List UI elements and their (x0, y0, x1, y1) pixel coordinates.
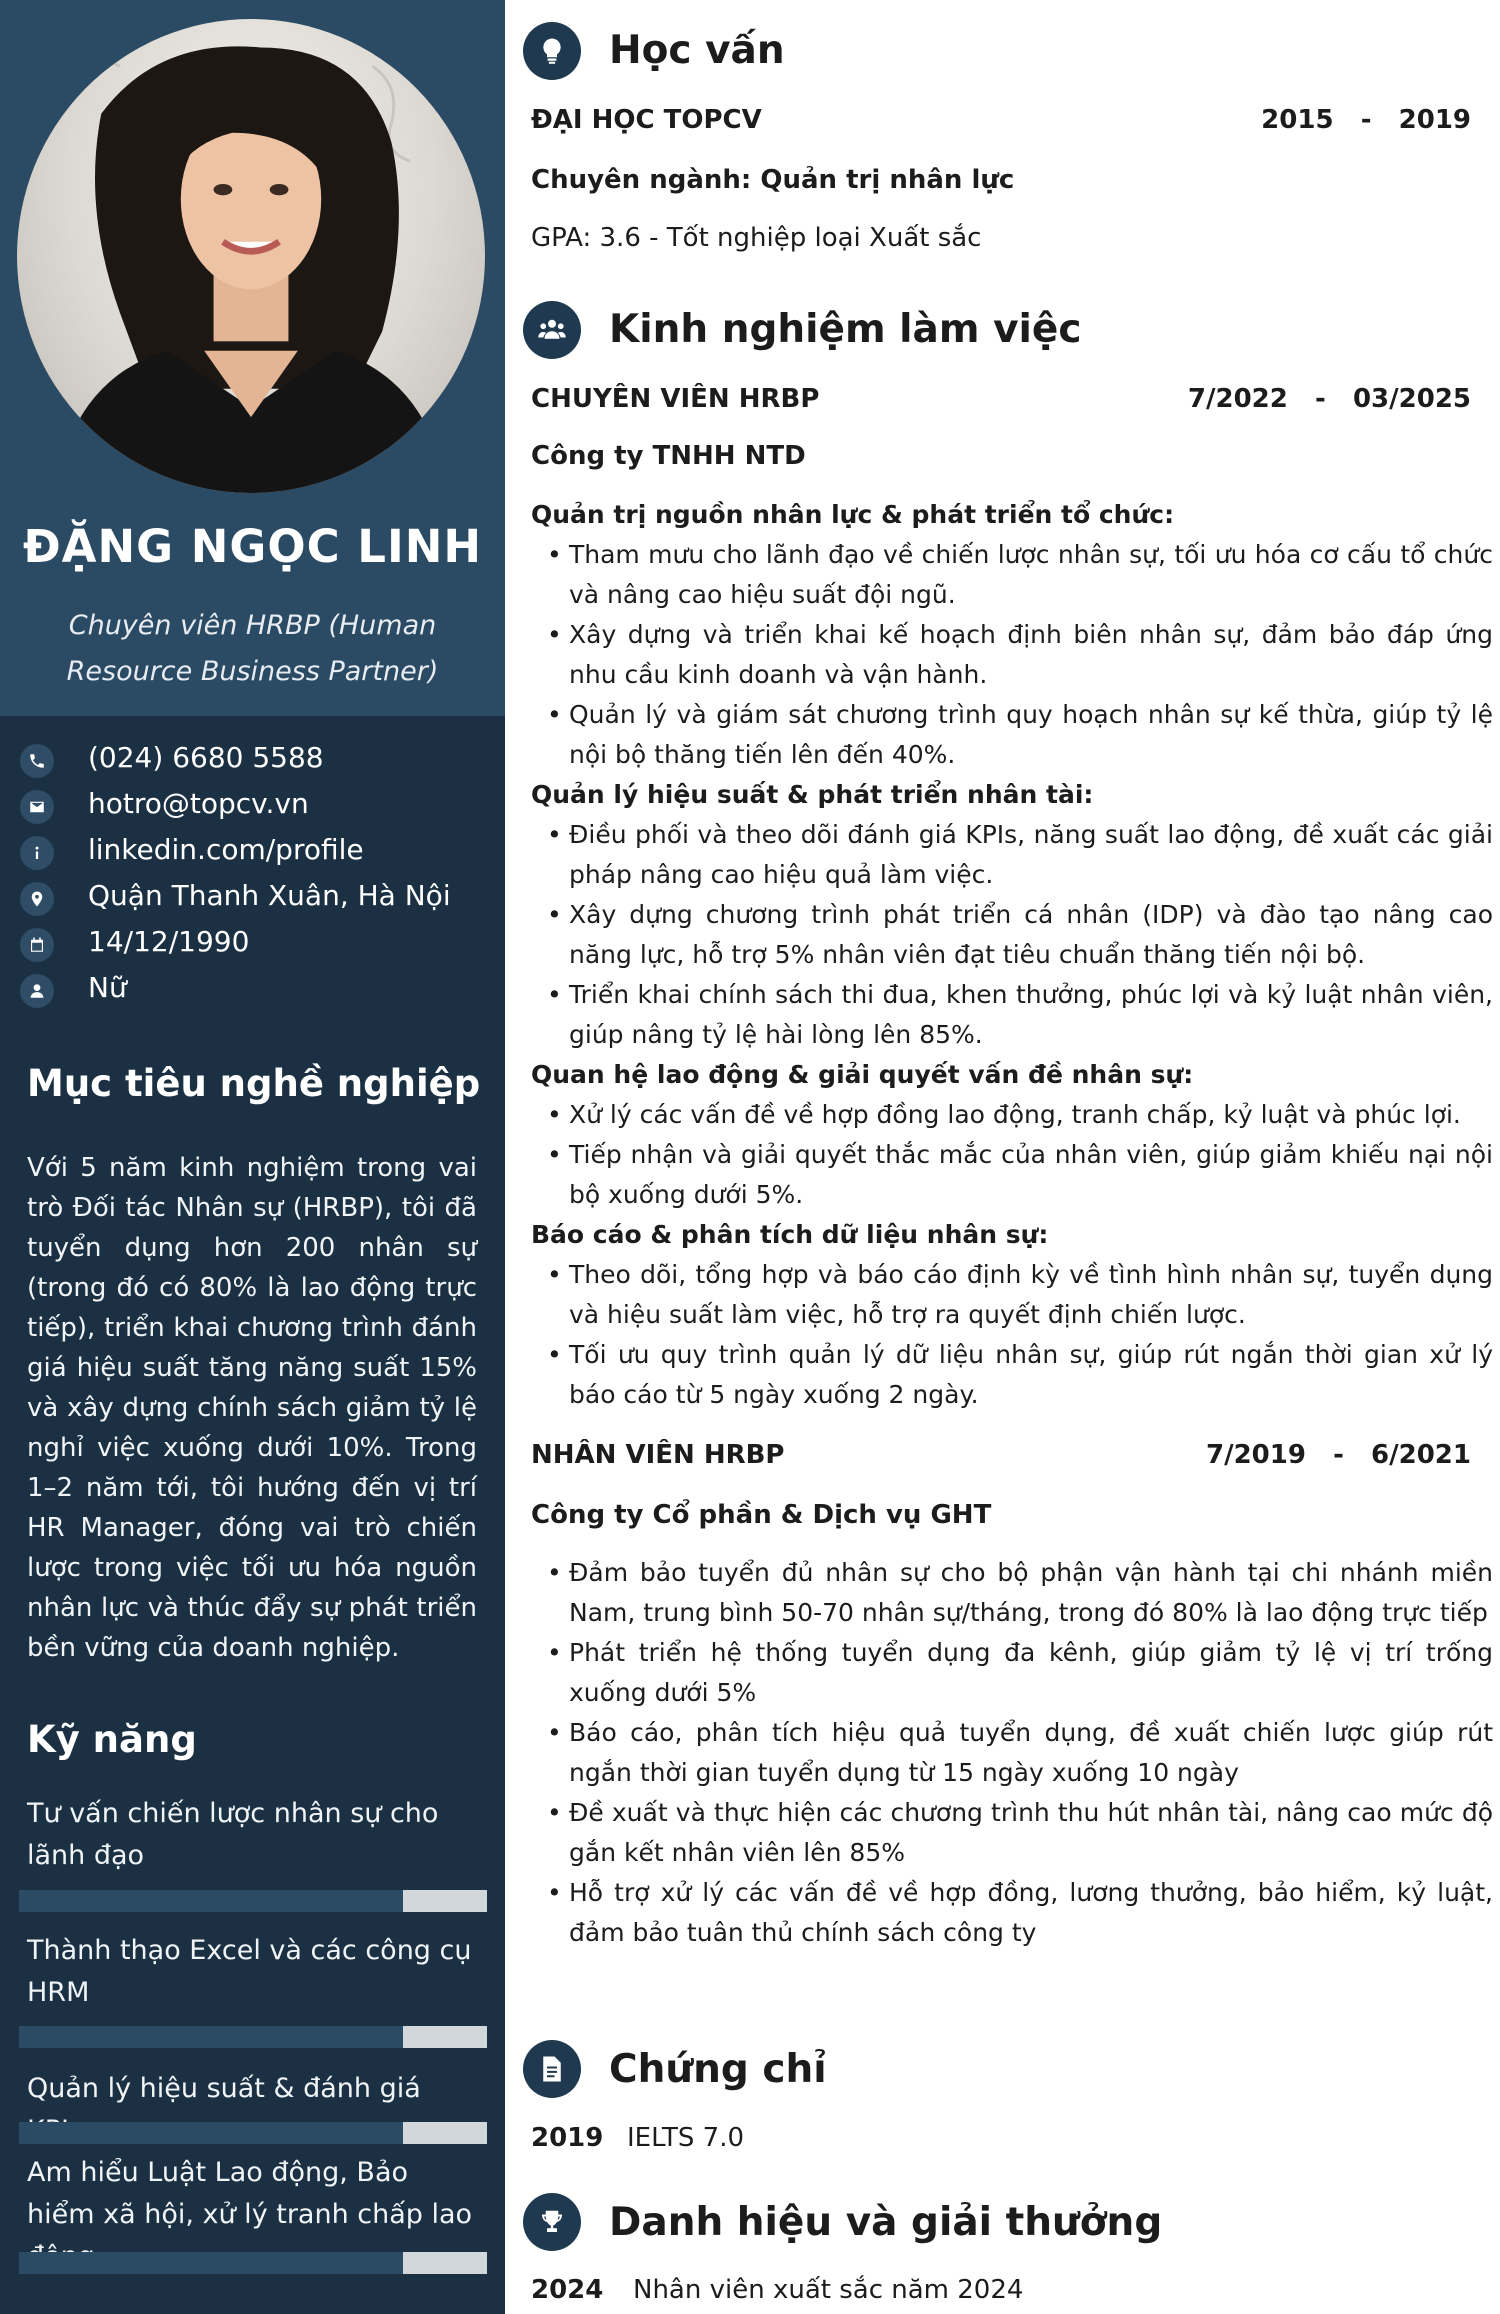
skill-bar-fill (19, 2026, 403, 2048)
list-item: • Điều phối và theo dõi đánh giá KPIs, năng suất lao động, đề xuất các giải pháp nâng cao hiệu quả làm việc. (531, 815, 1493, 895)
skills-title: Kỹ năng (27, 1718, 197, 1761)
contact-gender (18, 966, 488, 1012)
skill-label: Thành thạo Excel và các công cụ HRM (27, 1935, 472, 2008)
job-bullet-list (531, 1095, 1493, 1215)
contact-list (18, 736, 488, 1012)
education-header (531, 100, 1471, 140)
profile-header (0, 0, 505, 716)
objective-text: Với 5 năm kinh nghiệm trong vai trò Đối tác Nhân sự (HRBP), tôi đã tuyển dụng hơn 200 nhân sự (trong đó có 80% là lao động trực tiếp), triển khai chương trình đánh giá hiệu suất tăng năng suất 15% và xây dựng chính sách giảm tỷ lệ nghỉ việc xuống dưới 10%. Trong 1–2 năm tới, tôi hướng đến vị trí HR Manager, đóng vai trò chiến lược trong việc tối ưu hóa nguồn nhân lực và thúc đẩy sự phát triển bền vững của doanh nghiệp. (27, 1153, 477, 1663)
job-group-title: Quản trị nguồn nhân lực & phát triển tổ chức: (531, 500, 1175, 529)
document-icon (523, 2040, 581, 2098)
candidate-role: Chuyên viên HRBP (Human Resource Business Partner) (66, 610, 439, 687)
list-item: • Tối ưu quy trình quản lý dữ liệu nhân sự, giúp rút ngắn thời gian xử lý báo cáo từ 5 ngày xuống 2 ngày. (531, 1335, 1493, 1415)
location-icon (20, 882, 54, 916)
job-header (531, 379, 1471, 419)
job-group-title: Quan hệ lao động & giải quyết vấn đề nhân sự: (531, 1060, 1194, 1089)
job-position: CHUYÊN VIÊN HRBP (531, 384, 820, 414)
mail-icon (20, 790, 54, 824)
objective-title: Mục tiêu nghề nghiệp (27, 1062, 481, 1105)
list-item: • Báo cáo, phân tích hiệu quả tuyển dụng, đề xuất chiến lược giúp rút ngắn thời gian tuyển dụng từ 15 ngày xuống 10 ngày (531, 1713, 1493, 1793)
education-major: Chuyên ngành: Quản trị nhân lực (531, 165, 1015, 195)
trophy-icon (523, 2193, 581, 2251)
award-name: Nhân viên xuất sắc năm 2024 (633, 2275, 1024, 2305)
list-item: • Đề xuất và thực hiện các chương trình thu hút nhân tài, nâng cao mức độ gắn kết nhân viên lên 85% (531, 1793, 1493, 1873)
job-details (531, 1553, 1493, 1953)
awards-title: Danh hiệu và giải thưởng (609, 2200, 1163, 2245)
job-period: 7/2022 - 03/2025 (1187, 384, 1471, 414)
contact-birthday (18, 920, 488, 966)
list-item: • Xây dựng và triển khai kế hoạch định biên nhân sự, đảm bảo đáp ứng nhu cầu kinh doanh và vận hành. (531, 615, 1493, 695)
job-bullet-list (531, 1553, 1493, 1953)
list-item: • Xử lý các vấn đề về hợp đồng lao động, tranh chấp, kỷ luật và phúc lợi. (531, 1095, 1493, 1135)
list-item: • Tiếp nhận và giải quyết thắc mắc của nhân viên, giúp giảm khiếu nại nội bộ xuống dưới 5%. (531, 1135, 1493, 1215)
calendar-icon (20, 928, 54, 962)
skill-bar (19, 2026, 487, 2048)
education-gpa: GPA: 3.6 - Tốt nghiệp loại Xuất sắc (531, 223, 982, 253)
info-icon (20, 836, 54, 870)
job-position: NHÂN VIÊN HRBP (531, 1440, 785, 1470)
phone-icon (20, 744, 54, 778)
job-details (531, 495, 1493, 1415)
skill-item (19, 2068, 487, 2152)
profile-photo-illustration (17, 19, 485, 493)
certificate-year: 2019 (531, 2123, 604, 2153)
person-icon (20, 974, 54, 1008)
list-item: • Tham mưu cho lãnh đạo về chiến lược nhân sự, tối ưu hóa cơ cấu tổ chức và nâng cao hiệu suất đội ngũ. (531, 535, 1493, 615)
job-bullet-list (531, 1255, 1493, 1415)
award-year: 2024 (531, 2275, 604, 2305)
job-company: Công ty TNHH NTD (531, 441, 806, 471)
job-company: Công ty Cổ phần & Dịch vụ GHT (531, 1500, 992, 1530)
list-item: • Triển khai chính sách thi đua, khen thưởng, phúc lợi và kỷ luật nhân viên, giúp nâng tỷ lệ hài lòng lên 85%. (531, 975, 1493, 1055)
contact-email (18, 782, 488, 828)
list-item: • Phát triển hệ thống tuyển dụng đa kênh, giúp giảm tỷ lệ vị trí trống xuống dưới 5% (531, 1633, 1493, 1713)
job-bullet-list (531, 535, 1493, 775)
phone-text[interactable]: (024) 6680 5588 (88, 741, 324, 774)
contact-address (18, 874, 488, 920)
list-item: • Đảm bảo tuyển đủ nhân sự cho bộ phận vận hành tại chi nhánh miền Nam, trung bình 50-70 nhân sự/tháng, trong đó 80% là lao động trực tiếp (531, 1553, 1493, 1633)
skill-item (19, 1793, 487, 1877)
skill-bar (19, 2252, 487, 2274)
list-item: • Theo dõi, tổng hợp và báo cáo định kỳ về tình hình nhân sự, tuyển dụng và hiệu suất làm việc, hỗ trợ ra quyết định chiến lược. (531, 1255, 1493, 1335)
linkedin-text[interactable]: linkedin.com/profile (88, 833, 364, 866)
education-period: 2015 - 2019 (1261, 105, 1471, 135)
education-title: Học vấn (609, 28, 785, 73)
skill-bar (19, 2122, 487, 2144)
address-text: Quận Thanh Xuân, Hà Nội (88, 879, 451, 912)
contact-linkedin (18, 828, 488, 874)
lightbulb-icon (523, 22, 581, 80)
skill-item (19, 2152, 487, 2278)
skill-bar-fill (19, 2252, 403, 2274)
job-group-title: Quản lý hiệu suất & phát triển nhân tài: (531, 780, 1094, 809)
main-content (505, 0, 1500, 2314)
certificate-name: IELTS 7.0 (627, 2123, 744, 2153)
gender-text: Nữ (88, 971, 127, 1004)
contact-phone (18, 736, 488, 782)
skill-bar-fill (19, 1890, 403, 1912)
list-item: • Xây dựng chương trình phát triển cá nhân (IDP) và đào tạo nâng cao năng lực, hỗ trợ 5% nhân viên đạt tiêu chuẩn thăng tiến nội bộ. (531, 895, 1493, 975)
certificates-title: Chứng chỉ (609, 2047, 827, 2092)
list-item: • Hỗ trợ xử lý các vấn đề về hợp đồng, lương thưởng, bảo hiểm, kỷ luật, đảm bảo tuân thủ chính sách công ty (531, 1873, 1493, 1953)
skill-bar (19, 1890, 487, 1912)
email-text[interactable]: hotro@topcv.vn (88, 787, 309, 820)
sidebar (0, 0, 505, 2314)
school-name: ĐẠI HỌC TOPCV (531, 105, 762, 135)
experience-title: Kinh nghiệm làm việc (609, 307, 1082, 352)
profile-photo (17, 19, 485, 493)
job-header (531, 1435, 1471, 1475)
skill-label: Quản lý hiệu suất & đánh giá (27, 2073, 421, 2104)
team-icon (523, 301, 581, 359)
skill-label: Am hiểu Luật Lao động, Bảo hiểm xã hội, xử lý tranh chấp lao (27, 2157, 473, 2230)
list-item: • Quản lý và giám sát chương trình quy hoạch nhân sự kế thừa, giúp tỷ lệ nội bộ thăng tiến lên đến 40%. (531, 695, 1493, 775)
candidate-name: ĐẶNG NGỌC LINH (22, 520, 483, 573)
job-group-title: Báo cáo & phân tích dữ liệu nhân sự: (531, 1220, 1049, 1249)
skill-label: Tư vấn chiến lược nhân sự cho lãnh đạo (27, 1798, 439, 1871)
job-bullet-list (531, 815, 1493, 1055)
birthday-text: 14/12/1990 (88, 925, 250, 958)
job-period: 7/2019 - 6/2021 (1205, 1440, 1471, 1470)
skill-item (19, 1930, 487, 2014)
skill-bar-fill (19, 2122, 403, 2144)
